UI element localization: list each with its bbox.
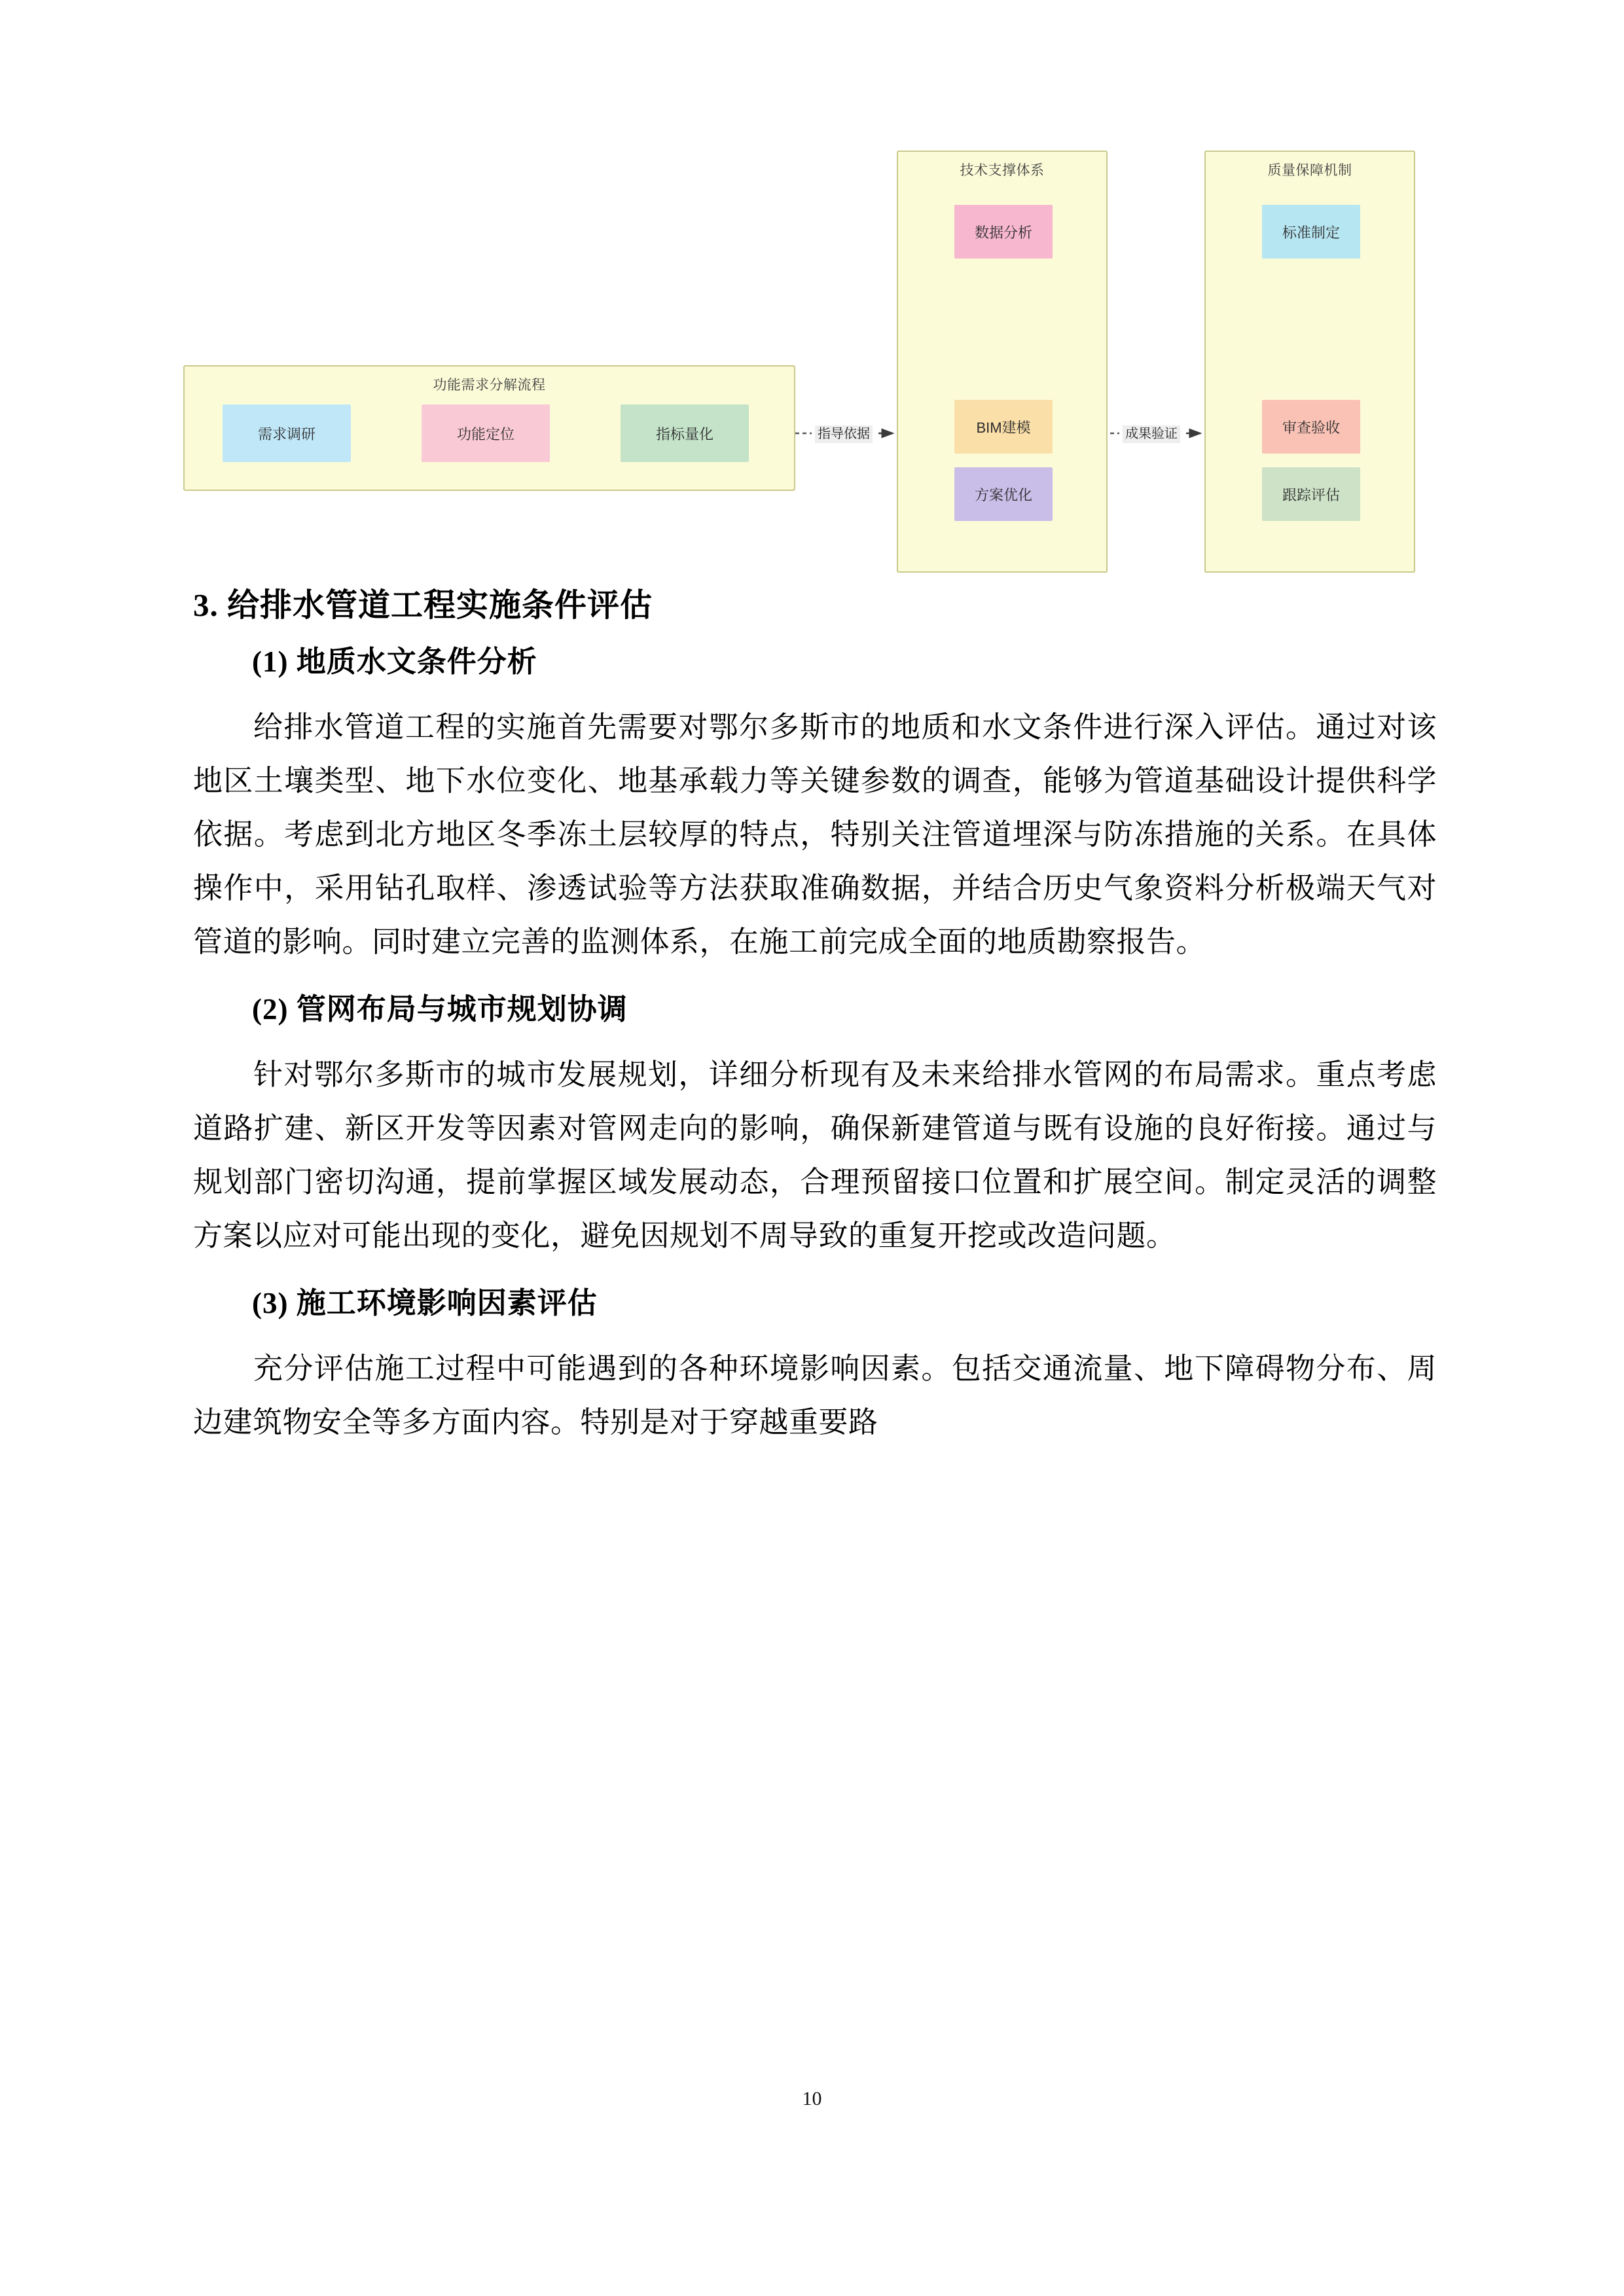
subsection-heading-2: (2) 管网布局与城市规划协调 <box>252 993 628 1026</box>
subsection-paragraph-1: 给排水管道工程的实施首先需要对鄂尔多斯市的地质和水文条件进行深入评估。通过对该地区土壤类型、地下水位变化、地基承载力等关键参数的调查，能够为管道基础设计提供科学依据。考虑到北方地区冬季冻土层较厚的特点，特别关注管道埋深与防冻措施的关系。在具体操作中，采用钻孔取样、渗透试验等方法获取准确数据，并结合历史气象资料分析极端天气对管道的影响。同时建立完善的监测体系，在施工前完成全面的地质勘察报告。 <box>193 711 1437 958</box>
spacer <box>193 1263 1437 1289</box>
subsection-heading-1: (1) 地质水文条件分析 <box>252 645 537 678</box>
document-text-body <box>193 589 1437 1449</box>
node-standard-setting: 标准制定 <box>1262 205 1360 259</box>
node-demand-research: 需求调研 <box>223 404 351 462</box>
process-flow-diagram <box>183 151 1414 573</box>
section-heading-3: 3. 给排水管道工程实施条件评估 <box>193 587 653 623</box>
node-index-quantification: 指标量化 <box>621 404 749 462</box>
spacer <box>193 677 1437 700</box>
panel-title-quality: 质量保障机制 <box>1267 163 1352 178</box>
spacer <box>193 969 1437 995</box>
node-plan-optimization: 方案优化 <box>954 467 1053 521</box>
page-number: 10 <box>802 2088 822 2109</box>
spacer <box>193 1024 1437 1048</box>
subsection-paragraph-2: 针对鄂尔多斯市的城市发展规划，详细分析现有及未来给排水管网的布局需求。重点考虑道路扩建、新区开发等因素对管网走向的影响，确保新建管道与既有设施的良好衔接。通过与规划部门密切沟通，提前掌握区域发展动态，合理预留接口位置和扩展空间。制定灵活的调整方案以应对可能出现的变化，避免因规划不周导致的重复开挖或改造问题。 <box>193 1058 1437 1252</box>
node-tracking-evaluation: 跟踪评估 <box>1262 467 1360 521</box>
subsection-paragraph-3: 充分评估施工过程中可能遇到的各种环境影响因素。包括交通流量、地下障碍物分布、周边建筑物安全等多方面内容。特别是对于穿越重要路 <box>193 1352 1437 1439</box>
panel-title-tech: 技术支撑体系 <box>960 163 1045 178</box>
node-data-analysis: 数据分析 <box>954 205 1053 259</box>
subsection-heading-3: (3) 施工环境影响因素评估 <box>252 1287 598 1319</box>
spacer <box>193 621 1437 647</box>
panel-title-functional: 功能需求分解流程 <box>433 378 546 393</box>
spacer <box>193 1318 1437 1342</box>
node-review-acceptance: 审查验收 <box>1262 400 1360 454</box>
edge-label-guiding-basis: 指导依据 <box>815 425 873 443</box>
node-bim-modeling: BIM建模 <box>954 400 1053 454</box>
node-function-position: 功能定位 <box>422 404 550 462</box>
edge-label-result-verification: 成果验证 <box>1123 425 1180 443</box>
